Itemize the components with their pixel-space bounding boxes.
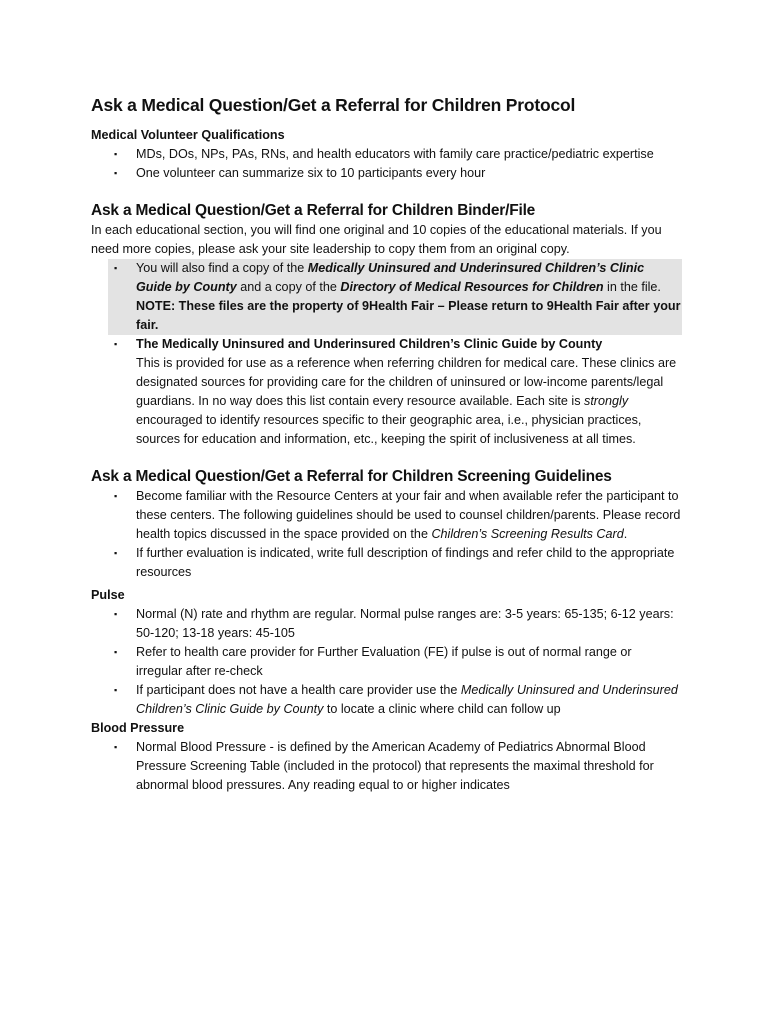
page-title: Ask a Medical Question/Get a Referral for Children Protocol: [91, 95, 576, 115]
binder-intro: In each educational section, you will find one original and 10 copies of the educational materials. If you need more copies, please ask your site leadership to copy them from an original copy.: [91, 223, 662, 256]
document-content: [91, 94, 681, 795]
bullet-icon: ▪: [114, 339, 118, 349]
bullet-icon: ▪: [114, 491, 118, 501]
list-item: ▪ Normal Blood Pressure - is defined by the American Academy of Pediatrics Abnormal Blood Pressure Screening Table (included in the protocol) that represents the maximal threshold for abnormal blood pressures. Any reading equal to or higher indicates: [114, 740, 654, 792]
bullet-icon: ▪: [114, 647, 118, 657]
blood-pressure-heading: Blood Pressure: [91, 721, 185, 735]
bullet-icon: ▪: [114, 263, 118, 273]
binder-list: [91, 259, 681, 449]
list-item: ▪ If further evaluation is indicated, write full description of findings and refer child to the appropriate resources: [114, 546, 675, 579]
list-item: ▪ One volunteer can summarize six to 10 participants every hour: [91, 164, 681, 183]
highlighted-note-item: ▪ You will also find a copy of the Medically Uninsured and Underinsured Children’s Clinic Guide by County and a copy of the Directory of Medical Resources for Children in the file. NOTE: These files are the property of 9Health Fair – Please return to 9Health Fair after your fair.: [108, 259, 682, 335]
binder-heading: Ask a Medical Question/Get a Referral for Children Binder/File: [91, 202, 536, 219]
list-item: ▪ The Medically Uninsured and Underinsured Children’s Clinic Guide by County This is provided for use as a reference when referring children for medical care. These clinics are designated sources for providing care for the children of uninsured or low-income parents/legal guardians. In no way does this list contain every resource available. Each site is strongly encouraged to identify resources specific to their geographic area, i.e., physician practices, sources for education and information, etc., keeping the spirit of inclusiveness at all times.: [114, 337, 677, 446]
list-item: ▪ MDs, DOs, NPs, PAs, RNs, and health educators with family care practice/pediatric expertise: [91, 145, 681, 164]
pulse-heading: Pulse: [91, 588, 125, 602]
bullet-icon: ▪: [114, 609, 118, 619]
bullet-icon: ▪: [114, 742, 118, 752]
qualifications-heading: Medical Volunteer Qualifications: [91, 128, 285, 142]
guide-heading: The Medically Uninsured and Underinsured Children’s Clinic Guide by County: [136, 337, 603, 351]
screening-heading: Ask a Medical Question/Get a Referral for Children Screening Guidelines: [91, 468, 612, 485]
list-item: ▪ If participant does not have a health care provider use the Medically Uninsured and Underinsured Children’s Clinic Guide by County to locate a clinic where child can follow up: [114, 683, 678, 716]
pulse-list: [91, 605, 681, 719]
bullet-icon: ▪: [114, 149, 118, 159]
bullet-icon: ▪: [114, 685, 118, 695]
note-text: NOTE: These files are the property of 9Health Fair – Please return to 9Health Fair after your fair.: [136, 299, 681, 332]
qualifications-list: [91, 145, 681, 183]
screening-list: [91, 487, 681, 582]
list-item: ▪ Refer to health care provider for Further Evaluation (FE) if pulse is out of normal range or irregular after re-check: [114, 645, 632, 678]
list-item: ▪ Normal (N) rate and rhythm are regular. Normal pulse ranges are: 3-5 years: 65-135; 6-12 years: 50-120; 13-18 years: 45-105: [114, 607, 674, 640]
list-item: ▪ Become familiar with the Resource Centers at your fair and when available refer the participant to these centers. The following guidelines should be used to counsel children/parents. Please record health topics discussed in the space provided on the Children’s Screening Results Card.: [114, 489, 681, 541]
blood-pressure-list: [91, 738, 681, 795]
bullet-icon: ▪: [114, 548, 118, 558]
bullet-icon: ▪: [114, 168, 118, 178]
